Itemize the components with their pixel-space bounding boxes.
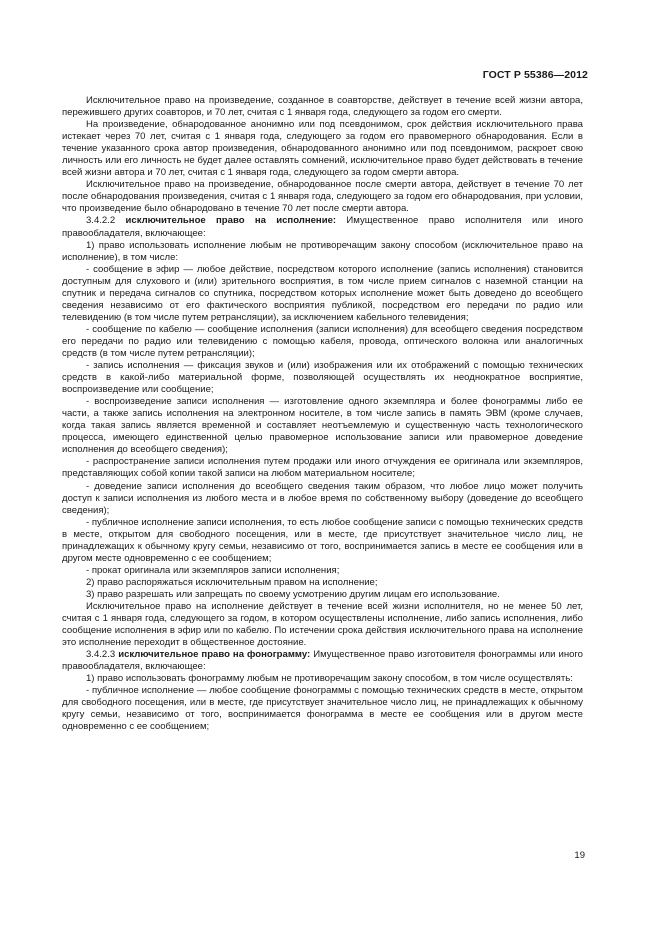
term-paragraph	[62, 649, 583, 673]
body-text	[62, 95, 583, 733]
term-definition: Имущественное право изготовителя фонограммы или иного правообладателя, включающее:	[62, 649, 583, 673]
list-item: - прокат оригинала или экземпляров записи исполнения;	[86, 564, 340, 576]
paragraph: Исключительное право на произведение, обнародованное после смерти автора, действует в течение 70 лет после обнародования произведения, считая с 1 января года, следующего за годом его обнародования, при условии, что произведение было обнародовано в течение 70 лет после смерти автора.	[62, 179, 583, 215]
list-item: - доведение записи исполнения до всеобщего сведения таким образом, что любое лицо может получить доступ к записи исполнения из любого места и в любое время по собственному выбору (доведение до всеобщего сведения);	[62, 480, 583, 516]
clause-number: 3.4.2.3	[86, 649, 116, 661]
list-item: - сообщение в эфир — любое действие, посредством которого исполнение (запись исполнения) становится доступным для слухового и (или) зрительного восприятия, в том числе прием сигналов с наземной станции на спутник и передача сигналов со спутника, посредством которых исполнение может быть доведено до всеобщего сведения независимо от его фактического восприятия публикой, посредством его передачи по радио или телевидению (в том числе путем ретрансляции), за исключением кабельного телевидения;	[62, 263, 583, 323]
list-item: - публичное исполнение записи исполнения, то есть любое сообщение записи с помощью технических средств в месте, открытом для свободного посещения, или в месте, где присутствует значительное число лиц, не принадлежащих к обычному кругу семьи, независимо от того, воспринимается запись в месте ее сообщения или в другом месте одновременно с ее сообщением;	[62, 516, 583, 564]
list-item: 1) право использовать фонограмму любым не противоречащим закону способом, в том числе осуществлять:	[86, 673, 573, 685]
list-item: - распространение записи исполнения путем продажи или иного отчуждения ее оригинала или экземпляров, представляющих собой копии такой записи на любом материальном носителе;	[62, 456, 583, 480]
list-item: 1) право использовать исполнение любым не противоречащим закону способом (исключительное право на исполнение), в том числе:	[62, 239, 583, 263]
paragraph: Исключительное право на исполнение действует в течение всей жизни исполнителя, но не менее 50 лет, считая с 1 января года, следующего за годом, в котором осуществлены исполнение, либо запись исполнения, либо сообщение исполнения в эфир или по кабелю. По истечении срока действия исключительного права на исполнение это исполнение переходит в общественное достояние.	[62, 600, 583, 649]
term-paragraph	[62, 215, 583, 239]
term-definition: Имущественное право исполнителя или иного правообладателя, включающее:	[62, 215, 584, 239]
page-number: 19	[574, 850, 585, 861]
list-item: 2) право распоряжаться исключительным правом на исполнение;	[86, 576, 378, 588]
document-header: ГОСТ Р 55386—2012	[482, 69, 588, 81]
clause-number: 3.4.2.2	[86, 215, 116, 227]
list-item: - сообщение по кабелю — сообщение исполнения (записи исполнения) для всеобщего сведения посредством его передачи по радио или телевидению с помощью кабеля, провода, оптического волокна или аналогичных средств (в том числе путем ретрансляции);	[62, 323, 583, 359]
paragraph: На произведение, обнародованное анонимно или под псевдонимом, срок действия исключительного права истекает через 70 лет, считая с 1 января года, следующего за годом его правомерного обнародования. Если в течение указанного срока автор произведения, обнародованного анонимно или под псевдонимом, раскроет свою личность или его личность не будет далее оставлять сомнений, исключительное право будет действовать в течение всей жизни автора и 70 лет, считая с 1 января года, следующего за годом смерти автора.	[62, 119, 583, 179]
list-item: - публичное исполнение — любое сообщение фонограммы с помощью технических средств в месте, открытом для свободного посещения, или в месте, где присутствует значительное число лиц, не принадлежащих к обычному кругу семьи, независимо от того, воспринимается фонограмма в месте ее сообщения или в другом месте одновременно с ее сообщением;	[62, 685, 583, 733]
term-title: исключительное право на фонограмму:	[118, 649, 311, 661]
list-item: - запись исполнения — фиксация звуков и (или) изображения или их отображений с помощью технических средств в какой-либо материальной форме, позволяющей осуществлять их неоднократное восприятие, воспроизведение или сообщение;	[62, 360, 583, 396]
list-item: - воспроизведение записи исполнения — изготовление одного экземпляра и более фонограммы либо ее части, а также запись исполнения на электронном носителе, в том числе запись в память ЭВМ (кроме случаев, когда такая запись является временной и составляет неотъемлемую и существенную часть технологического процесса, имеющего единственной целью правомерное использование записи или правомерное доведение исполнения до всеобщего сведения);	[62, 396, 583, 456]
term-title: исключительное право на исполнение:	[125, 215, 337, 227]
paragraph: Исключительное право на произведение, созданное в соавторстве, действует в течение всей жизни автора, пережившего других соавторов, и 70 лет, считая с 1 января года, следующего за годом его смерти.	[62, 95, 583, 119]
list-item: 3) право разрешать или запрещать по своему усмотрению другим лицам его использование.	[86, 588, 500, 600]
